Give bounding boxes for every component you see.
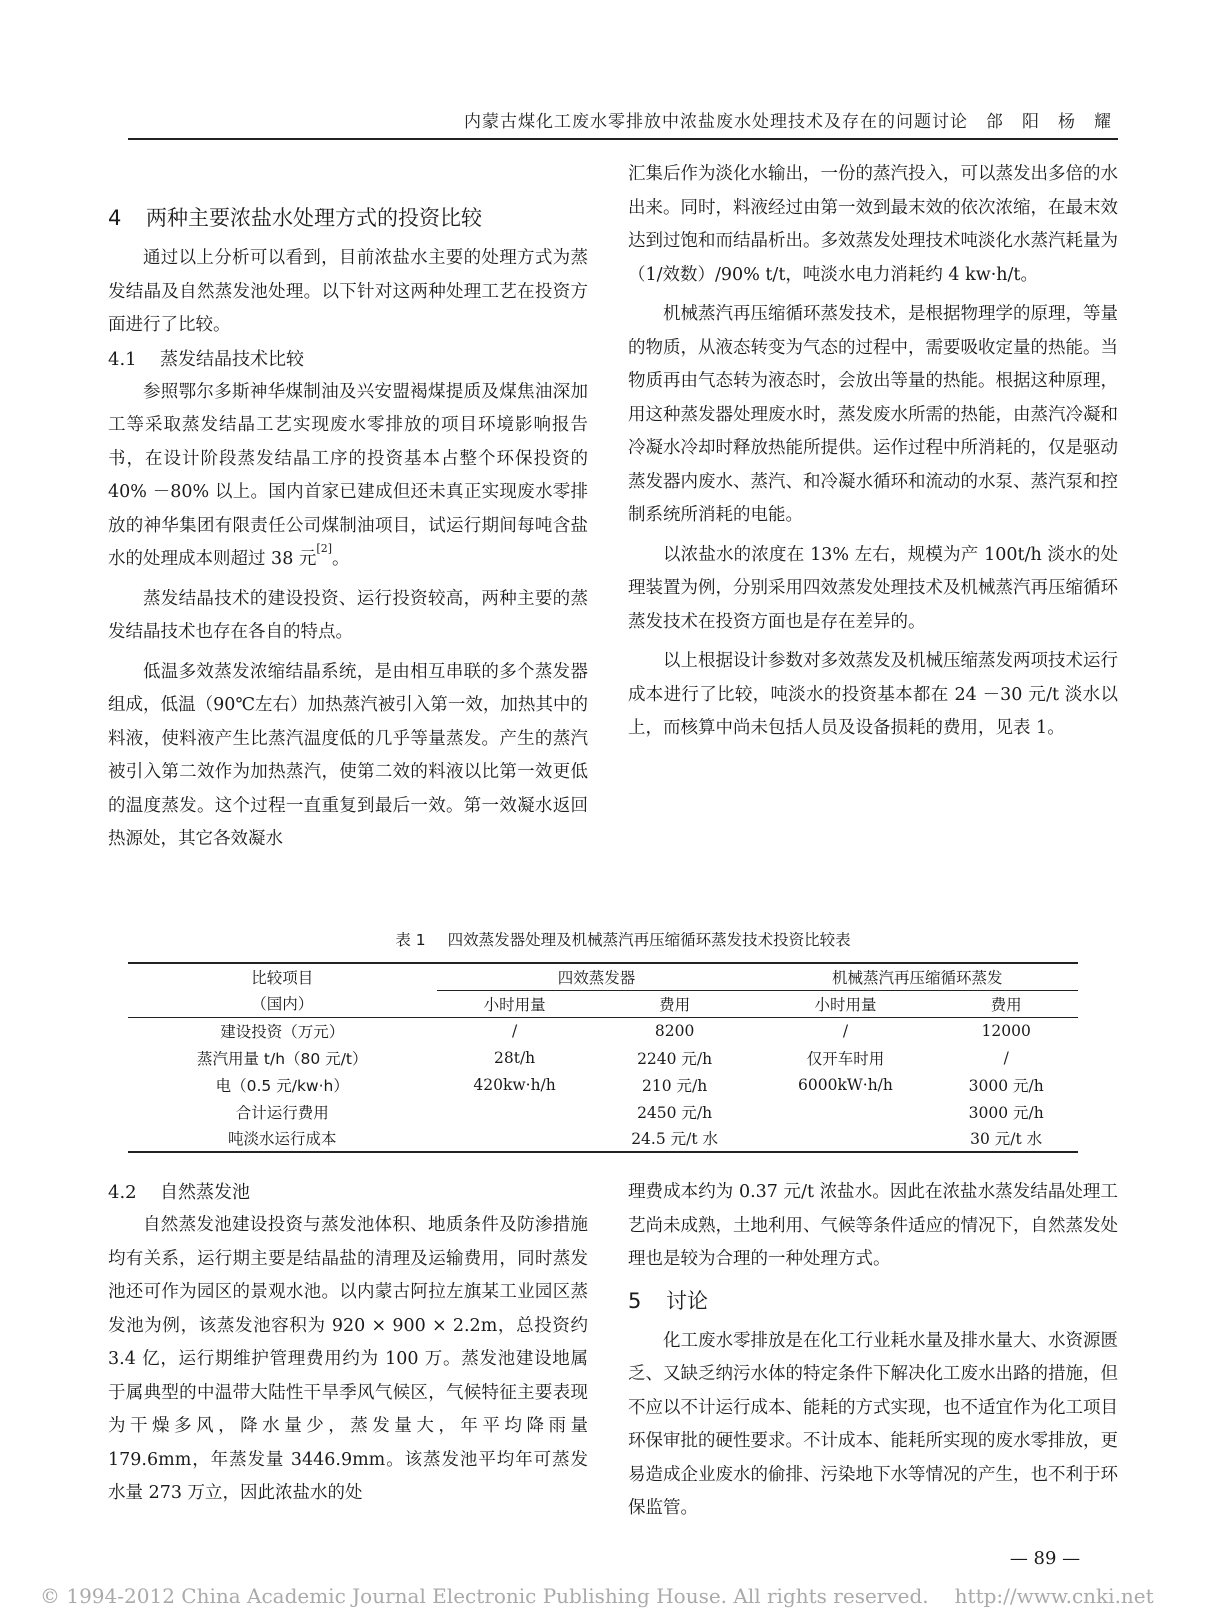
table-cell-a-cost: 8200 (654, 1021, 695, 1040)
subsection-4-1-title: 蒸发结晶技术比较 (160, 348, 304, 370)
table-cell-b-usage: 6000kW·h/h (798, 1075, 893, 1094)
paragraph-4-1-mvr: 机械蒸汽再压缩循环蒸发技术，是根据物理学的原理，等量的物质，从液态转变为气态的过程中，需要吸收定量的热能。当物质再由气态转为液态时，会放出等量的热能。根据这种原理，用这种蒸发器处理废水时，蒸发废水所需的热能，由蒸汽冷凝和冷凝水冷却时释放热能所提供。运作过程中所消耗的，仅是驱动蒸发器内废水、蒸汽、和冷凝水循环和流动的水泵、蒸汽泵和控制系统所消耗的电能。 (628, 304, 1118, 525)
copyright-text: © 1994-2012 China Academic Journal Electronic Publishing House. All rights reserved. (40, 1584, 929, 1608)
table-cell-b-cost: 12000 (981, 1021, 1031, 1040)
section-4-heading (108, 200, 588, 236)
subsection-4-1-number: 4.1 (108, 348, 137, 370)
table-cell-b-cost: 3000 元/h (968, 1076, 1044, 1095)
table-cell-a-usage: 28t/h (494, 1048, 536, 1067)
table-header-row-1 (128, 963, 1078, 990)
paragraph-5-discussion: 化工废水零排放是在化工行业耗水量及排水量大、水资源匮乏、又缺乏纳污水体的特定条件下解决化工废水出路的措施，但不应以不计运行成本、能耗的方式实现，也不适宜作为化工项目环保审批的硬性要求。不计成本、能耗所实现的废水零排放，更易造成企业废水的偷排、污染地下水等情况的产生，也不利于环保监管。 (628, 1330, 1118, 1518)
right-column-upper (628, 158, 1118, 746)
table-cell-item: 蒸汽用量 t/h（80 元/t） (197, 1049, 368, 1068)
subsection-4-2-number: 4.2 (108, 1182, 137, 1203)
table-row (128, 1044, 1078, 1071)
table-cell-b-usage (757, 1098, 935, 1125)
table-header-group-a: 四效蒸发器 (437, 963, 757, 990)
paragraph-4-1-example: 以浓盐水的浓度在 13% 左右，规模为产 100t/h 淡水的处理装置为例，分别采用四效蒸发处理技术及机械蒸汽再压缩循环蒸发技术在投资方面也是存在差异的。 (628, 544, 1118, 632)
table-cell-a-cost: 24.5 元/t 水 (631, 1130, 719, 1148)
table-row (128, 1017, 1078, 1044)
table-header-a-usage: 小时用量 (437, 990, 593, 1017)
table-cell-a-usage (437, 1125, 593, 1152)
table-cell-item: 吨淡水运行成本 (228, 1130, 337, 1148)
paragraph-4-1-p1-end: 。 (332, 549, 350, 569)
table-header-b-usage: 小时用量 (757, 990, 935, 1017)
subsection-4-1-heading (108, 343, 588, 376)
table-caption-text: 四效蒸发器处理及机械蒸汽再压缩循环蒸发技术投资比较表 (447, 931, 851, 949)
table-header-group-b: 机械蒸汽再压缩循环蒸发 (757, 963, 1078, 990)
table-row (128, 1098, 1078, 1125)
paragraph-4-2-evaporation-pond-cont: 理费成本约为 0.37 元/t 浓盐水。因此在浓盐水蒸发结晶处理工艺尚未成熟，土地利用、气候等条件适应的情况下，自然蒸发处理也是较为合理的一种处理方式。 (628, 1182, 1118, 1269)
paragraph-4-1-investment-share (108, 376, 588, 577)
section-4-number: 4 (108, 206, 122, 230)
left-column-lower (108, 1176, 588, 1511)
footer-url: http://www.cnki.net (954, 1584, 1154, 1608)
paragraph-4-1-summary: 以上根据设计参数对多效蒸发及机械压缩蒸发两项技术运行成本进行了比较，吨淡水的投资基本都在 24 －30 元/t 淡水以上，而核算中尚未包括人员及设备损耗的费用，见表 1。 (628, 651, 1118, 738)
table-cell-item: 电（0.5 元/kw·h） (215, 1076, 349, 1095)
running-title: 内蒙古煤化工废水零排放中浓盐废水处理技术及存在的问题讨论 郃 阳 杨 耀 (464, 112, 1112, 132)
table-cell-b-cost: / (1003, 1048, 1009, 1067)
table-header-item: 比较项目 (251, 969, 314, 987)
table-cell-a-usage: 420kw·h/h (473, 1075, 556, 1094)
table-cell-b-usage (757, 1125, 935, 1152)
copyright-footer (40, 1584, 1154, 1608)
section-5-number: 5 (628, 1288, 642, 1313)
paragraph-4-1-multi-effect: 低温多效蒸发浓缩结晶系统，是由相互串联的多个蒸发器组成，低温（90℃左右）加热蒸汽被引入第一效，加热其中的料液，使料液产生比蒸汽温度低的几乎等量蒸发。产生的蒸汽被引入第二效作为加热蒸汽，使第二效的料液以比第一效更低的温度蒸发。这个过程一直重复到最后一效。第一效凝水返回热源处，其它各效凝水 (108, 661, 588, 849)
table-cell-item: 合计运行费用 (235, 1103, 329, 1122)
table-cell-a-usage (437, 1098, 593, 1125)
subsection-4-2-title: 自然蒸发池 (160, 1182, 250, 1203)
table-cell-item: 建设投资（万元） (220, 1022, 345, 1041)
running-header (128, 108, 1118, 140)
paragraph-4-1-cost-features: 蒸发结晶技术的建设投资、运行投资较高，两种主要的蒸发结晶技术也存在各自的特点。 (108, 588, 588, 642)
table-cell-a-cost: 210 元/h (642, 1076, 708, 1095)
table-header-item-scope: （国内） (128, 990, 437, 1017)
table-cell-a-usage: / (511, 1021, 518, 1040)
section-5-title: 讨论 (666, 1288, 708, 1313)
table-caption (128, 928, 1118, 950)
table-cell-a-cost: 2450 元/h (637, 1103, 713, 1122)
left-column-upper (108, 200, 588, 857)
investment-comparison-table (128, 962, 1078, 1153)
paragraph-4-1-p1-text: 参照鄂尔多斯神华煤制油及兴安盟褐煤提质及煤焦油深加工等采取蒸发结晶工艺实现废水零排放的项目环境影响报告书，在设计阶段蒸发结晶工序的投资基本占整个环保投资的 40% －80% 以上。国内首家已建成但还未真正实现废水零排放的神华集团有限责任公司煤制油项目，试运行期间每吨含盐水的处理成本则超过 38 元 (108, 381, 588, 569)
right-column-lower (628, 1176, 1118, 1526)
citation-ref: [2] (316, 542, 332, 555)
table-cell-b-cost: 3000 元/h (968, 1103, 1044, 1122)
table-cell-a-cost: 2240 元/h (637, 1049, 713, 1068)
table-header-a-cost: 费用 (593, 990, 757, 1017)
paragraph-4-2-evaporation-pond: 自然蒸发池建设投资与蒸发池体积、地质条件及防渗措施均有关系，运行期主要是结晶盐的清理及运输费用，同时蒸发池还可作为园区的景观水池。以内蒙古阿拉左旗某工业园区蒸发池为例，该蒸发池容积为 920 × 900 × 2.2m，总投资约 3.4 亿，运行期维护管理费用约为 100 万。蒸发池建设地属于属典型的中温带大陆性干旱季风气候区，气候特征主要表现为干燥多风，降水量少，蒸发量大，年平均降雨量 179.6mm，年蒸发量 3446.9mm。该蒸发池平均年可蒸发水量 273 万立，因此浓盐水的处 (108, 1215, 588, 1503)
paragraph-4-1-multi-effect-cont: 汇集后作为淡化水输出，一份的蒸汽投入，可以蒸发出多倍的水出来。同时，料液经过由第一效到最末效的依次浓缩，在最末效达到过饱和而结晶析出。多效蒸发处理技术吨淡化水蒸汽耗量为（1/效数）/90% t/t，吨淡水电力消耗约 4 kw·h/t。 (628, 164, 1118, 285)
table-cell-b-cost: 30 元/t 水 (970, 1130, 1043, 1148)
subsection-4-2-heading (108, 1176, 588, 1209)
section-4-title: 两种主要浓盐水处理方式的投资比较 (146, 206, 482, 230)
table-row (128, 1125, 1078, 1152)
table-header-row-2 (128, 990, 1078, 1017)
section-5-heading (628, 1283, 1118, 1319)
table-row (128, 1071, 1078, 1098)
page-number: — 89 — (1009, 1548, 1081, 1569)
table-label: 表 1 (395, 931, 426, 949)
table-header-b-cost: 费用 (934, 990, 1078, 1017)
section-4-intro: 通过以上分析可以看到，目前浓盐水主要的处理方式为蒸发结晶及自然蒸发池处理。以下针对这两种处理工艺在投资方面进行了比较。 (108, 248, 588, 335)
table-cell-b-usage: / (842, 1021, 849, 1040)
table-cell-b-usage: 仅开车时用 (806, 1049, 885, 1068)
